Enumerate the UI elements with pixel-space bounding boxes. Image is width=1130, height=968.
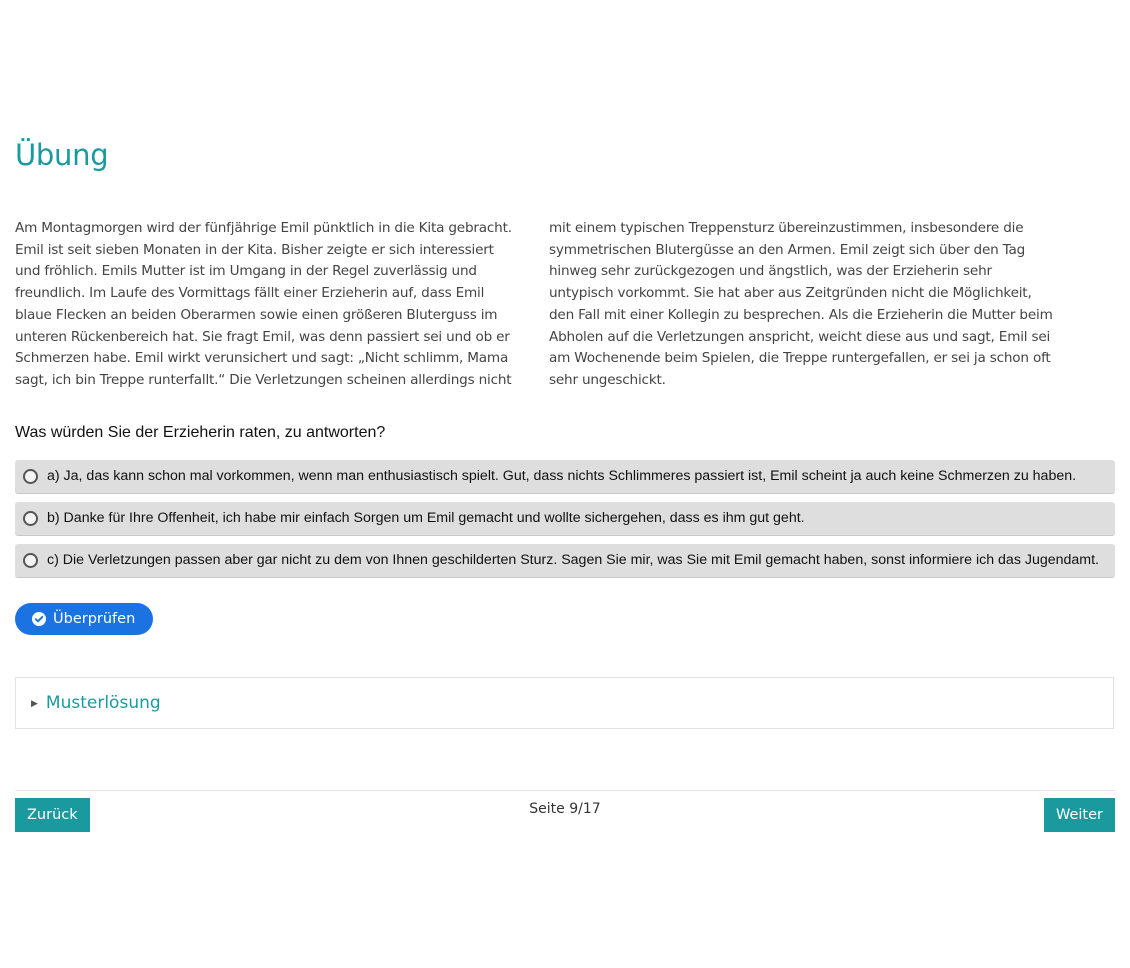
next-button[interactable]: Weiter <box>1044 798 1115 832</box>
back-button[interactable]: Zurück <box>15 798 90 832</box>
check-button[interactable] <box>15 603 153 635</box>
radio-button-a[interactable] <box>23 469 38 484</box>
option-c-label: c) Die Verletzungen passen aber gar nicht zu dem von Ihnen geschilderten Sturz. Sagen Sie mir, was Sie mit Emil gemacht haben, sonst informiere ich das Jugendamt. <box>47 552 1100 568</box>
check-button-label: Überprüfen <box>53 611 136 627</box>
case-description <box>15 218 1055 393</box>
option-a-label: a) Ja, das kann schon mal vorkommen, wenn man enthusiastisch spielt. Gut, dass nichts Schlimmeres passiert ist, Emil scheint ja auch keine Schmerzen zu haben. <box>47 468 1077 484</box>
answer-options <box>15 460 1115 586</box>
case-text: Am Montagmorgen wird der fünfjährige Emil pünktlich in die Kita gebracht. Emil ist seit sieben Monaten in der Kita. Bisher zeigte er sich interessiert und fröhlich. Emils Mutter ist im Umgang in der Regel zuverlässig und freundlich. Im Laufe des Vormittags fällt einer Erzieherin auf, dass Emil blaue Flecken an beiden Oberarmen sowie einen größeren Bluterguss im unteren Rückenbereich hat. Sie fragt Emil, was denn passiert sei und ob er Schmerzen habe. Emil wirkt verunsichert und sagt: „Nicht schlimm, Mama sagt, ich bin Treppe runterfallt.“ Die Verletzungen scheinen allerdings nicht mit einem typischen Treppensturz übereinzustimmen, insbesondere die symmetrischen Blutergüsse an den Armen. Emil zeigt sich über den Tag hinweg sehr zurückgezogen und ängstlich, was der Erzieherin sehr untypisch vorkommt. Sie hat aber aus Zeitgründen nicht die Möglichkeit, den Fall mit einer Kollegin zu besprechen. Als die Erzieherin die Mutter beim Abholen auf die Verletzungen anspricht, weicht diese aus und sagt, Emil sei am Wochenende beim Spielen, die Treppe runtergefallen, er sei ja schon oft sehr ungeschickt. <box>15 220 1053 388</box>
solution-label: Musterlösung <box>45 693 161 713</box>
radio-button-c[interactable] <box>23 553 38 568</box>
divider <box>15 790 1115 791</box>
option-b-label: b) Danke für Ihre Offenheit, ich habe mir einfach Sorgen um Emil gemacht und wollte sichergehen, dass es ihm gut geht. <box>47 510 805 526</box>
check-circle-icon <box>32 612 46 626</box>
page-indicator: Seite 9/17 <box>529 801 601 817</box>
page-title: Übung <box>15 138 109 172</box>
option-b[interactable] <box>15 502 1115 536</box>
solution-toggle[interactable] <box>15 677 1114 729</box>
option-a[interactable] <box>15 460 1115 494</box>
triangle-right-icon: ▶ <box>31 697 38 708</box>
option-c[interactable] <box>15 544 1115 578</box>
radio-button-b[interactable] <box>23 511 38 526</box>
question-text: Was würden Sie der Erzieherin raten, zu antworten? <box>15 424 386 441</box>
